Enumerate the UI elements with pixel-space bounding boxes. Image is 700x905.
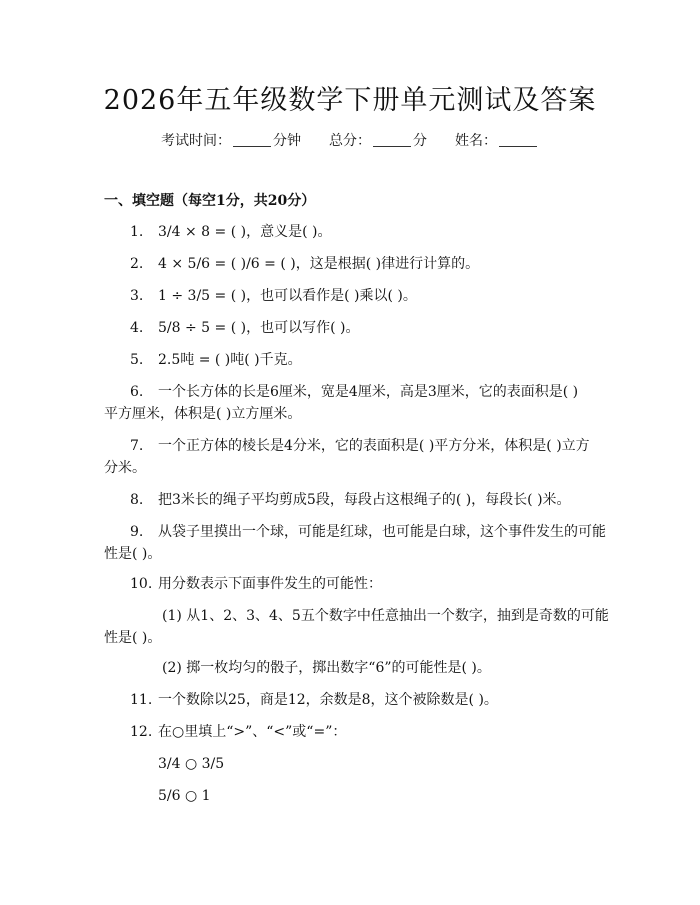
exam-meta-line xyxy=(0,130,700,150)
score-label: 总分： xyxy=(329,133,371,149)
question-number: 1. xyxy=(130,224,144,240)
question-number: 10. xyxy=(130,576,153,592)
question-text: 2.5吨 = ( )吨( )千克。 xyxy=(158,352,302,368)
question-9-cont xyxy=(104,542,604,566)
question-11 xyxy=(130,688,630,712)
question-number: 6. xyxy=(130,384,144,400)
question-number: 8. xyxy=(130,492,144,508)
name-blank xyxy=(499,132,537,147)
page-title: 2026年五年级数学下册单元测试及答案 xyxy=(103,85,597,116)
question-text-line1: 从1、2、3、4、5五个数字中任意抽出一个数字，抽到是奇数的可能 xyxy=(186,608,609,624)
score-unit: 分 xyxy=(413,133,427,149)
question-text-line1: 一个长方体的长是6厘米，宽是4厘米，高是3厘米，它的表面积是( ) xyxy=(158,384,579,400)
question-text-line2: 性是( )。 xyxy=(104,546,162,562)
question-number: 7. xyxy=(130,438,144,454)
question-number: 4. xyxy=(130,320,144,336)
question-1 xyxy=(130,220,630,244)
question-3 xyxy=(130,284,630,308)
question-text: 把3米长的绳子平均剪成5段，每段占这根绳子的( )，每段长( )米。 xyxy=(158,492,571,508)
question-number: 9. xyxy=(130,524,144,540)
subquestion-10-1-cont xyxy=(104,626,604,650)
compare-expression: 5/6 ○ 1 xyxy=(158,788,211,804)
question-text: 用分数表示下面事件发生的可能性： xyxy=(158,576,382,592)
question-number: 12. xyxy=(130,724,153,740)
compare-item-1 xyxy=(158,752,658,776)
question-text: 3/4 × 8 = ( )，意义是( )。 xyxy=(158,224,332,240)
question-text: 4 × 5/6 = ( )/6 = ( )，这是根据( )律进行计算的。 xyxy=(158,256,480,272)
subquestion-10-1 xyxy=(162,604,622,628)
compare-expression: 3/4 ○ 3/5 xyxy=(158,756,225,772)
question-10 xyxy=(130,572,630,596)
question-7 xyxy=(130,434,630,458)
subquestion-number: (1) xyxy=(162,608,182,624)
time-label: 考试时间： xyxy=(161,133,231,149)
time-blank xyxy=(233,132,271,147)
name-label: 姓名： xyxy=(455,133,497,149)
question-text-line1: 一个正方体的棱长是4分米，它的表面积是( )平方分米，体积是( )立方 xyxy=(158,438,590,454)
question-5 xyxy=(130,348,630,372)
question-text-line1: 从袋子里摸出一个球，可能是红球，也可能是白球，这个事件发生的可能 xyxy=(158,524,606,540)
time-unit: 分钟 xyxy=(273,133,301,149)
question-text-line2: 性是( )。 xyxy=(104,630,162,646)
question-text-line2: 平方厘米，体积是( )立方厘米。 xyxy=(104,406,302,422)
question-text: 在○里填上“>”、“<”或“=”： xyxy=(158,724,347,740)
question-number: 3. xyxy=(130,288,144,304)
question-9 xyxy=(130,520,630,544)
question-4 xyxy=(130,316,630,340)
question-number: 2. xyxy=(130,256,144,272)
question-text: 1 ÷ 3/5 = ( )，也可以看作是( )乘以( )。 xyxy=(158,288,417,304)
compare-item-2 xyxy=(158,784,658,808)
question-6 xyxy=(130,380,630,404)
question-2 xyxy=(130,252,630,276)
question-6-cont xyxy=(104,402,604,426)
question-text: 5/8 ÷ 5 = ( )，也可以写作( )。 xyxy=(158,320,360,336)
question-7-cont xyxy=(104,456,604,480)
subquestion-10-2 xyxy=(162,656,662,680)
question-number: 11. xyxy=(130,692,153,708)
question-12 xyxy=(130,720,630,744)
score-blank xyxy=(373,132,411,147)
subquestion-number: (2) xyxy=(162,660,182,676)
question-8 xyxy=(130,488,630,512)
question-number: 5. xyxy=(130,352,144,368)
section-heading: 一、填空题（每空1分，共20分） xyxy=(104,193,316,209)
question-text: 一个数除以25，商是12，余数是8，这个被除数是( )。 xyxy=(158,692,498,708)
question-text-line2: 分米。 xyxy=(104,460,146,476)
question-text: 掷一枚均匀的骰子，掷出数字“6”的可能性是( )。 xyxy=(186,660,491,676)
